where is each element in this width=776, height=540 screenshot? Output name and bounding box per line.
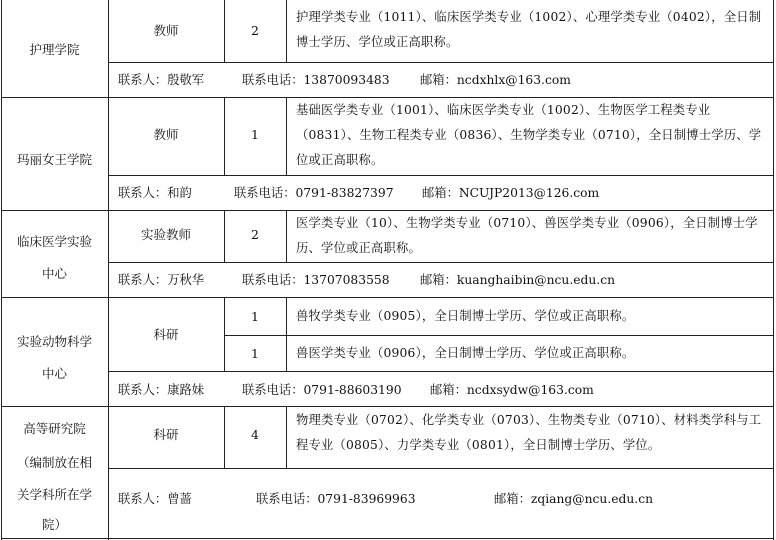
contact-line	[118, 491, 653, 507]
count-cell: 1	[251, 346, 259, 361]
count-cell: 1	[251, 309, 259, 324]
contact-phone: 联系电话：0791-83827397	[234, 186, 394, 200]
contact-line	[118, 272, 615, 288]
count-cell: 2	[251, 23, 259, 38]
grid-line	[108, 371, 774, 372]
college-name: 高等研究院	[23, 421, 86, 436]
count-cell: 2	[251, 227, 259, 242]
contact-line	[118, 382, 594, 398]
contact-phone: 联系电话：0791-88603190	[242, 383, 402, 397]
grid-line	[108, 175, 774, 176]
contact-line	[118, 72, 571, 88]
count-cell: 1	[251, 127, 259, 142]
requirement-cell: 基础医学类专业（1001）、临床医学类专业（1002）、生物医学工程类专业（0831）、生物工程类专业（0836）、生物学类专业（0710），全日制博士学历、学位或正高职称。	[296, 103, 762, 167]
college-name: 临床医学实验	[16, 234, 92, 249]
college-name: 中心	[41, 266, 67, 281]
contact-phone: 联系电话：0791-83969963	[256, 492, 416, 506]
contact-email: 邮箱：ncdxsydw@163.com	[430, 383, 594, 397]
post-cell: 实验教师	[140, 227, 191, 242]
contact-email: 邮箱：kuanghaibin@ncu.edu.cn	[420, 273, 616, 287]
grid-line	[286, 406, 287, 468]
grid-line	[108, 62, 774, 63]
grid-line	[286, 0, 287, 62]
grid-line	[286, 297, 287, 371]
requirement-cell: 兽医学类专业（0906），全日制博士学历、学位或正高职称。	[296, 346, 635, 360]
college-name: 中心	[41, 366, 67, 381]
requirement-cell: 兽牧学类专业（0905），全日制博士学历、学位或正高职称。	[296, 309, 635, 323]
post-cell: 教师	[153, 23, 179, 38]
grid-line	[286, 210, 287, 262]
requirement-cell: 医学类专业（10）、生物学类专业（0710）、兽医学类专业（0906），全日制博士学历、学位或正高职称。	[296, 216, 758, 255]
grid-line	[108, 262, 774, 263]
grid-line	[1, 406, 774, 407]
grid-line	[108, 0, 109, 540]
grid-line	[773, 0, 774, 540]
post-cell: 科研	[153, 427, 179, 442]
contact-line	[118, 185, 599, 201]
grid-line	[108, 468, 774, 469]
contact-person: 联系人：和韵	[118, 186, 192, 200]
college-name: 玛丽女王学院	[16, 152, 92, 167]
grid-line	[1, 297, 774, 298]
college-name: 院）	[41, 517, 67, 532]
contact-person: 联系人：万秋华	[118, 273, 205, 287]
college-name: （编制放在相	[16, 455, 92, 470]
post-cell: 科研	[153, 327, 179, 342]
contact-phone: 联系电话：13870093483	[242, 73, 390, 87]
count-cell: 4	[251, 427, 259, 442]
college-name: 关学科所在学	[16, 487, 92, 502]
college-name: 实验动物科学	[16, 334, 92, 349]
contact-person: 联系人：殷敬军	[118, 73, 205, 87]
grid-line	[1, 538, 774, 539]
requirement-cell: 护理学类专业（1011）、临床医学类专业（1002）、心理学类专业（0402），全日制博士学历、学位或正高职称。	[296, 10, 762, 49]
contact-email: 邮箱：ncdxhlx@163.com	[420, 73, 571, 87]
contact-email: 邮箱：zqiang@ncu.edu.cn	[494, 492, 654, 506]
college-name: 护理学院	[29, 42, 80, 57]
contact-phone: 联系电话：13707083558	[242, 273, 390, 287]
contact-email: 邮箱：NCUJP2013@126.com	[422, 186, 600, 200]
grid-line	[286, 97, 287, 175]
contact-person: 联系人：曾蔷	[118, 492, 192, 506]
requirement-cell: 物理类专业（0702）、化学类专业（0703）、生物类专业（0710）、材料类学科与工程专业（0805）、力学类专业（0801），全日制博士学历、学位。	[296, 413, 762, 452]
post-cell: 教师	[153, 127, 179, 142]
contact-person: 联系人：康路妹	[118, 383, 205, 397]
grid-line	[224, 335, 774, 336]
